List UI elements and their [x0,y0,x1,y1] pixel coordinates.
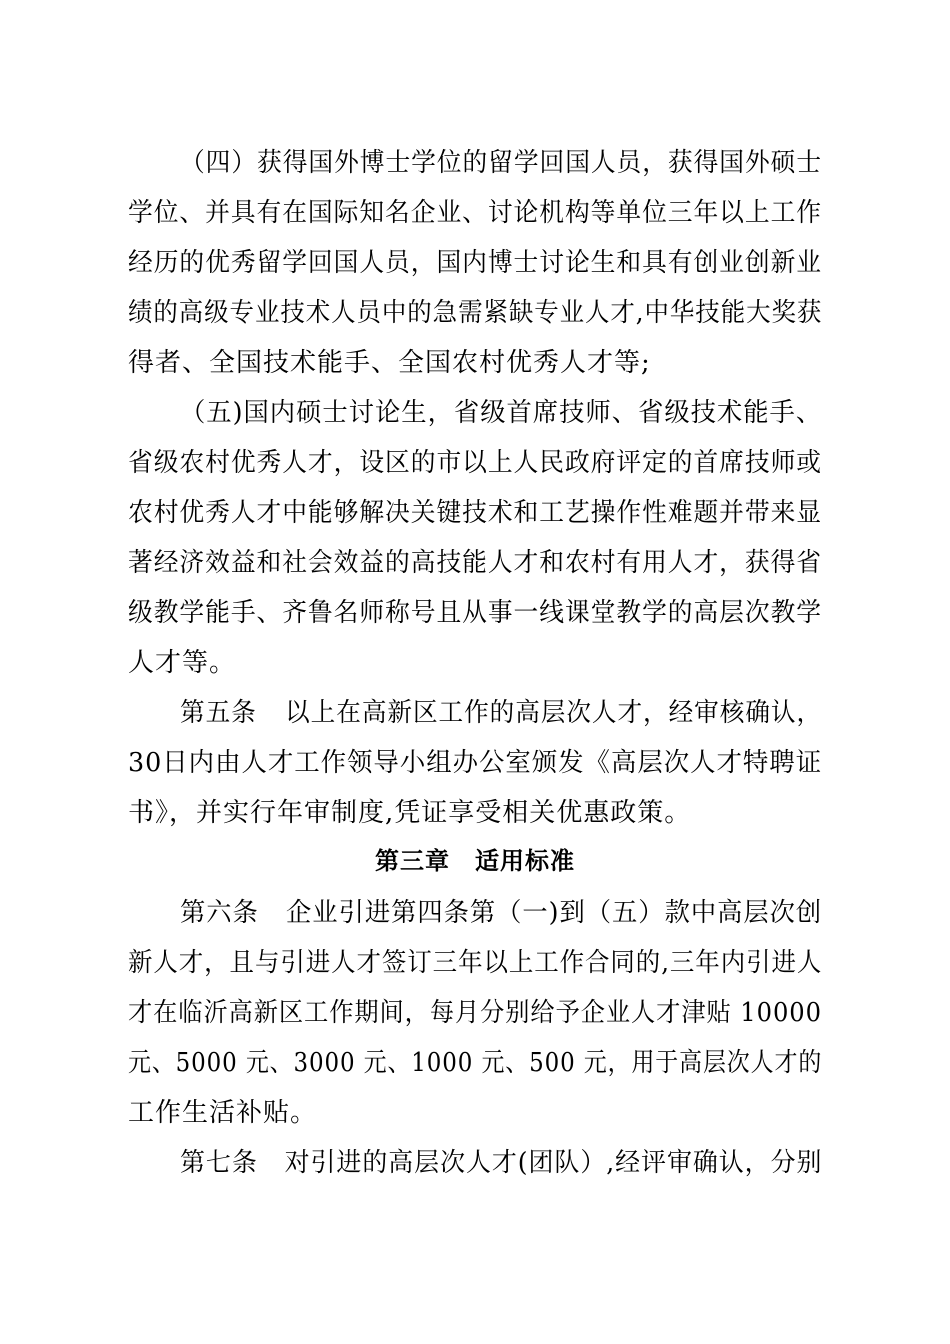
article-5-line-2: 30日内由人才工作领导小组办公室颁发《高层次人才特聘证 [128,748,823,778]
article-7-label: 第七条 [180,1148,258,1178]
para4-line-5: 得者、全国技术能手、全国农村优秀人才等; [128,348,651,378]
article-6-line-1 [180,898,822,928]
article-6-line-3: 才在临沂高新区工作期间，每月分别给予企业人才津贴 10000 [128,998,822,1028]
para4-line-1: （四）获得国外博士学位的留学回国人员，获得国外硕士 [180,148,823,178]
para4-line-4: 绩的高级专业技术人员中的急需紧缺专业人才,中华技能大奖获 [128,298,823,328]
para5-line-6: 人才等。 [128,648,237,678]
article-5-label: 第五条 [180,698,257,728]
chapter-heading: 第三章 适用标准 [375,847,575,875]
article-7-text: 对引进的高层次人才(团队）,经评审确认，分别 [284,1148,823,1178]
para4-line-3: 经历的优秀留学回国人员，国内博士讨论生和具有创业创新业 [128,248,823,278]
article-6-line-2: 新人才，且与引进人才签订三年以上工作合同的,三年内引进人 [128,948,823,978]
article-6-line-5: 工作生活补贴。 [128,1098,318,1128]
article-6-label: 第六条 [180,898,259,928]
article-6-text: 企业引进第四条第（一)到（五）款中高层次创 [286,898,823,928]
article-5-line-3: 书》，并实行年审制度,凭证享受相关优惠政策。 [128,798,692,828]
para5-line-2: 省级农村优秀人才，设区的市以上人民政府评定的首席技师或 [128,448,823,478]
article-5-line-1 [180,698,822,728]
para5-line-4: 著经济效益和社会效益的高技能人才和农村有用人才，获得省 [128,548,823,578]
para5-line-1: （五)国内硕士讨论生，省级首席技师、省级技术能手、 [180,398,823,428]
article-6-line-4: 元、5000 元、3000 元、1000 元、500 元，用于高层次人才的 [128,1048,823,1078]
article-5-text: 以上在高新区工作的高层次人才，经审核确认， [285,698,823,728]
para5-line-3: 农村优秀人才中能够解决关键技术和工艺操作性难题并带来显 [128,498,823,528]
article-7-line-1 [180,1148,822,1178]
para4-line-2: 学位、并具有在国际知名企业、讨论机构等单位三年以上工作 [128,198,823,228]
para5-line-5: 级教学能手、齐鲁名师称号且从事一线课堂教学的高层次教学 [128,598,823,628]
